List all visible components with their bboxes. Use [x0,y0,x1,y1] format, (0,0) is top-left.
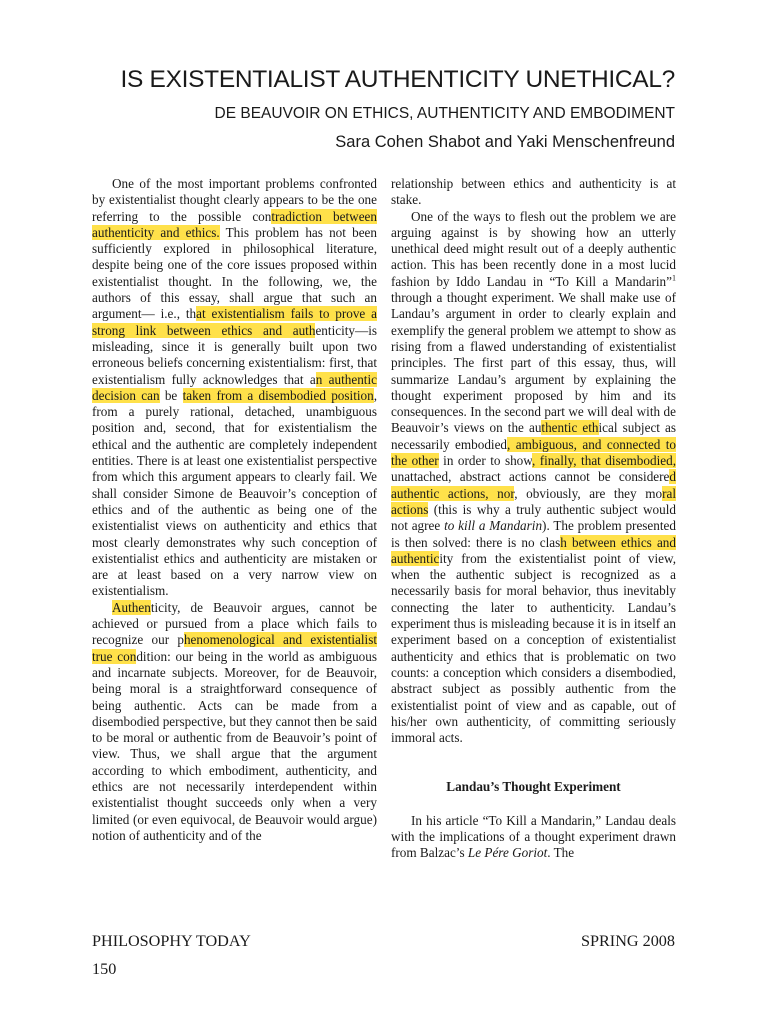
highlight: taken from a disembodied position [182,387,374,403]
left-column [92,176,377,844]
paragraph-continued: relationship between ethics and authenticity is at stake. [391,176,676,208]
journal-name: PHILOSOPHY TODAY [92,932,251,950]
right-column [391,176,676,862]
highlight: d authentic actions, nor [391,469,676,501]
paragraph-problem: One of the ways to flesh out the problem we are arguing against is by showing how an utterly unethical deed might result out of a deeply authentic action. This has been recently done in a most lucid fashion by Iddo Landau in “To Kill a Mandarin”$^1$ through a thought experiment. We shall make use of Landau’s argument in order to clearly explain and exemplify the general problem we attempt to show as rising from a flawed understanding of existentialist principles. The first part of this essay, thus, will summarize Landau’s argument by explaining the thought experiment proposed by him and its consequences. In the second part we will deal with de Beauvoir’s views on the authentic ethical subject as necessarily embodied, ambiguous, and connected to the other in order to show, finally, that disembodied, unattached, abstract actions cannot be considered authentic actions, nor, obviously, are they moral actions (this is why a truly authentic subject would not agree to kill a Mandarin). The problem presented is then solved: there is no clash between ethics and authenticity from the existentialist point of view, when the authentic subject is recognized as a necessarily basis for moral behavior, thus inevitably connecting the later to authenticity. Landau’s experiment thus is misleading because it is in itself an experiment based on a conception of existentialist authenticity and ethics that is problematic on two counts: a conception which considers a disembodied, abstract subject as possibly authentic from the existentialist point of view and as capable, out of his/her own authenticity, of committing seriously immoral acts. [391,208,677,746]
article-authors: Sara Cohen Shabot and Yaki Menschenfreund [335,133,675,151]
article-title: IS EXISTENTIALIST AUTHENTICITY UNETHICAL? [120,66,675,93]
highlight: henomenological and exis [183,632,332,648]
highlight: thentic eth [541,420,599,436]
highlight: etween ethics and auth [173,322,316,338]
paragraph-intro: One of the most important problems confronted by existentialist thought clearly appears to be the one referring to the possible contradiction between authenticity and ethics. This problem has not been sufficiently explored in philosophical literature, despite being one of the core issues proposed within existentialist thought. In the following, we, the authors of this essay, shall argue that such an argument— i.e., that existentialism fails to prove a strong link between ethics and authenticity—is misleading, since it is generally built upon two erroneous beliefs concerning existentialism: first, that existentialism fully acknowledges that an authentic decision can be taken from a disembodied position, from a purely rational, detached, unambiguous position and, second, that for existentialism the ethical and the authentic are completely independent entities. There is at least one existentialist perspective from which this argument appears to clearly fail. We shall consider Simone de Beauvoir’s conception of ethics and of the authentic as being one of the existentialist views on authenticity and ethics that most clearly demonstrates why such conception of existentialist ethics and authenticity are mistaken or are at least based on a very narrow view on existentialism. [92,176,378,599]
highlight: at existentialism fails to prove a strong link b [92,306,377,338]
highlight: , ambiguous, and connected to the other [391,436,676,469]
paragraph-authenticity: Authenticity, de Beauvoir argues, cannot be achieved or pursued from a place which fails to recognize our phenomenological and existentialist true condition: our being in the world as ambiguous and incarnate subjects. Moreover, for de Beauvoir, being moral is a straightforward consequence of being authentic. Acts can be made from a disembodied perspective, but they cannot then be said to be moral or authentic from de Beauvoir’s point of view. Thus, we shall argue that the argument according to which embodiment, authenticity, and ethics are not necessarily interdependent within existentialist thought succeeds only when a very limited (or even equivocal, de Beauvoir would argue) notion of authenticity and of the [92,599,377,843]
footnote-marker: 1 [672,273,676,283]
highlight: h between ethics and authentic [391,534,676,566]
article-subtitle: DE BEAUVOIR ON ETHICS, AUTHENTICITY AND EMBODIMENT [214,105,675,122]
page-number: 150 [92,960,117,978]
section-heading: Landau’s Thought Experiment [446,779,621,795]
journal-issue: SPRING 2008 [581,932,675,950]
highlight: n authentic decision can [92,371,377,403]
highlight: , finally, that disembodied, [531,453,676,469]
highlight: Authen [112,599,151,615]
highlight: tradiction between authenticity and ethics. [92,208,377,240]
paragraph-landau: In his article “To Kill a Mandarin,” Landau deals with the implications of a thought experiment drawn from Balzac’s Le Pére Goriot. The [391,812,676,861]
highlight: ral actions [391,485,676,517]
highlight: tentialist true con [92,632,377,664]
